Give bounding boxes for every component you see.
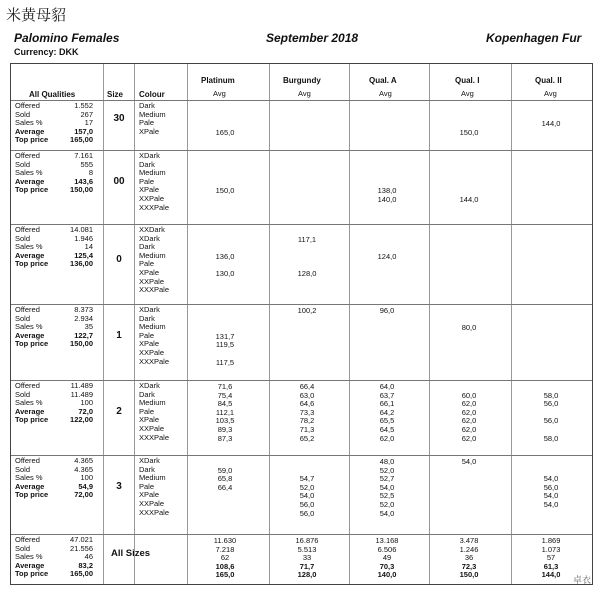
price-cell: 140,0 — [377, 195, 397, 204]
colour-label: Medium — [139, 322, 166, 332]
stat-value: 150,00 — [70, 339, 93, 349]
stat-label: Sales % — [15, 168, 43, 178]
stat-label: Top price — [15, 490, 49, 500]
stat-label: Sold — [15, 159, 31, 169]
total-cell: 57 — [546, 553, 556, 563]
total-cell: 144,0 — [541, 570, 561, 580]
colour-label: Medium — [139, 168, 166, 178]
total-cell: 1.246 — [459, 544, 479, 554]
colour-label: XXXPale — [139, 356, 170, 366]
price-cell: 65,8 — [217, 474, 233, 484]
price-cell: 136,0 — [215, 251, 235, 261]
total-cell: 128,0 — [297, 570, 317, 580]
col-burgundy: Burgundy — [283, 76, 321, 85]
price-cell: 63,7 — [379, 390, 395, 400]
col-qual-a: Qual. A — [369, 76, 397, 85]
stat-label: Sales % — [15, 398, 43, 408]
col-qual-i: Qual. I — [455, 76, 480, 85]
row-stats — [15, 226, 93, 269]
price-cell: 66,4 — [217, 482, 233, 492]
stat-value: 122,7 — [74, 330, 93, 340]
price-cell: 54,0 — [461, 457, 477, 466]
price-cell: 63,0 — [299, 390, 315, 400]
stat-label: Top price — [15, 339, 49, 349]
size-value: 30 — [113, 113, 125, 125]
price-cell: 58,0 — [543, 433, 559, 443]
total-cell: 7.218 — [215, 544, 235, 554]
stat-label: Sales % — [15, 473, 43, 483]
total-cell: 70,3 — [379, 561, 395, 571]
total-cell: 3.478 — [459, 536, 479, 545]
stat-line — [15, 570, 93, 579]
colour-label: XDark — [139, 381, 160, 390]
colour-label: XPale — [139, 126, 160, 136]
colour-label: Pale — [139, 176, 155, 186]
stat-label: Sold — [15, 543, 31, 553]
size-value: 0 — [116, 254, 122, 266]
col-size: Size — [107, 90, 124, 99]
total-cell: 13.168 — [375, 536, 399, 545]
col-colour: Colour — [139, 90, 165, 99]
price-cell: 87,3 — [217, 433, 233, 443]
stat-label: Average — [15, 176, 45, 186]
stat-value: 35 — [84, 322, 93, 332]
price-cell: 80,0 — [461, 323, 477, 333]
price-cell: 78,2 — [299, 416, 315, 426]
stat-value: 72,0 — [78, 406, 93, 416]
stat-label: Average — [15, 250, 45, 260]
price-cell: 150,0 — [215, 186, 235, 196]
colour-label: XPale — [139, 490, 160, 500]
price-cell: 54,0 — [543, 491, 559, 501]
row-stats — [15, 152, 93, 195]
stat-line — [15, 136, 93, 145]
total-cell: 62 — [220, 553, 230, 563]
price-cell: 54,0 — [379, 482, 395, 492]
stat-value: 150,00 — [70, 185, 93, 195]
price-cell: 62,0 — [461, 433, 477, 443]
stat-line — [15, 186, 93, 195]
colour-label: Pale — [139, 406, 155, 416]
row-stats — [15, 102, 93, 145]
price-cell: 54,0 — [379, 508, 395, 518]
price-cell: 150,0 — [459, 127, 479, 137]
col-qual-ii-avg: Avg — [544, 89, 557, 98]
column-divider — [349, 64, 350, 584]
stat-label: Top price — [15, 259, 49, 269]
colour-label: XXXPale — [139, 432, 170, 442]
stat-value: 46 — [84, 552, 93, 562]
price-cell: 56,0 — [543, 399, 559, 409]
price-cell: 66,1 — [379, 399, 395, 409]
total-cell: 16.876 — [295, 536, 319, 545]
size-value: 3 — [116, 481, 122, 493]
total-cell: 150,0 — [459, 570, 479, 580]
price-cell: 54,0 — [543, 500, 559, 509]
col-platinum-avg: Avg — [213, 89, 226, 98]
total-cell: 5.513 — [297, 544, 317, 554]
colour-label: XDark — [139, 233, 160, 243]
colour-label: XDark — [139, 456, 160, 465]
colour-label: XXXPale — [139, 507, 170, 517]
stat-label: Offered — [15, 535, 40, 544]
size-value: 00 — [113, 176, 125, 188]
colour-label: Dark — [139, 242, 155, 252]
stat-value: 47.021 — [70, 535, 93, 544]
stat-label: Average — [15, 560, 45, 570]
row-divider — [11, 534, 592, 535]
colour-label: Medium — [139, 109, 166, 119]
colour-label: XPale — [139, 339, 160, 349]
stat-value: 4.365 — [74, 464, 93, 474]
colour-label: Pale — [139, 481, 155, 491]
price-cell: 62,0 — [461, 416, 477, 426]
price-cell: 62,0 — [461, 425, 477, 434]
total-cell: 6.506 — [377, 544, 397, 554]
stat-label: Sold — [15, 389, 31, 399]
total-cell: 33 — [302, 553, 312, 563]
watermark: 卓衣 — [572, 576, 591, 586]
price-cell: 119,5 — [215, 340, 235, 350]
colour-label: XXDark — [139, 225, 165, 234]
report-title: Palomino Females — [14, 31, 120, 45]
col-burgundy-avg: Avg — [298, 89, 311, 98]
total-cell: 1.869 — [541, 536, 561, 545]
price-cell: 62,0 — [461, 407, 477, 417]
price-cell: 56,0 — [543, 416, 559, 426]
total-cell: 72,3 — [461, 561, 477, 571]
stat-label: Sold — [15, 109, 31, 119]
stat-label: Top price — [15, 415, 49, 425]
colour-label: XPale — [139, 267, 160, 277]
stat-line — [15, 260, 93, 269]
report-date: September 2018 — [266, 31, 359, 45]
size-value: 2 — [116, 406, 122, 418]
stat-value: 17 — [84, 118, 93, 128]
colour-label: XXXPale — [139, 285, 170, 295]
price-cell: 144,0 — [459, 195, 479, 204]
stat-value: 157,0 — [74, 126, 93, 136]
stat-label: Top price — [15, 569, 49, 579]
price-cell: 131,7 — [215, 331, 235, 341]
price-cell: 130,0 — [215, 269, 235, 278]
price-cell: 52,0 — [379, 465, 395, 475]
price-cell: 56,0 — [299, 508, 315, 518]
stat-value: 7.161 — [74, 151, 93, 160]
column-divider — [269, 64, 270, 584]
total-cell: 71,7 — [299, 561, 315, 571]
price-cell: 103,5 — [215, 416, 235, 426]
price-cell: 52,0 — [379, 500, 395, 509]
price-cell: 117,5 — [215, 357, 235, 367]
colour-label: Medium — [139, 250, 166, 260]
colour-label: XPale — [139, 185, 160, 195]
row-divider — [11, 100, 592, 101]
col-all-qualities: All Qualities — [29, 90, 76, 99]
price-cell: 58,0 — [543, 390, 559, 400]
price-cell: 65,2 — [299, 433, 315, 443]
total-cell: 108,6 — [215, 561, 235, 571]
price-cell: 62,0 — [379, 433, 395, 443]
price-cell: 52,7 — [379, 474, 395, 484]
colour-list — [139, 226, 169, 295]
column-divider — [187, 64, 188, 584]
stat-label: Sales % — [15, 242, 43, 252]
stat-value: 100 — [80, 398, 93, 408]
stat-label: Sold — [15, 313, 31, 323]
column-divider — [103, 64, 104, 584]
stat-value: 14.081 — [70, 225, 93, 234]
price-cell: 84,5 — [217, 399, 233, 409]
price-cell: 96,0 — [379, 306, 395, 315]
stat-label: Sales % — [15, 118, 43, 128]
price-cell: 64,2 — [379, 407, 395, 417]
stat-label: Sales % — [15, 552, 43, 562]
stat-value: 1.552 — [74, 101, 93, 110]
colour-label: Pale — [139, 330, 155, 340]
row-divider — [11, 455, 592, 456]
colour-list — [139, 102, 166, 136]
price-cell: 144,0 — [541, 119, 561, 129]
stat-label: Average — [15, 330, 45, 340]
col-qual-ii: Qual. II — [535, 76, 562, 85]
colour-label: XXPale — [139, 423, 165, 433]
price-cell: 75,4 — [217, 390, 233, 400]
stat-label: Sales % — [15, 322, 43, 332]
price-cell: 89,3 — [217, 425, 233, 434]
stat-label: Offered — [15, 456, 40, 465]
price-cell: 100,2 — [297, 306, 317, 315]
stat-value: 100 — [80, 473, 93, 483]
price-cell: 73,3 — [299, 407, 315, 417]
stat-value: 83,2 — [78, 560, 93, 570]
price-cell: 64,5 — [379, 425, 395, 434]
colour-label: Dark — [139, 159, 155, 169]
row-stats — [15, 457, 93, 500]
stat-value: 8 — [88, 168, 93, 178]
stat-value: 136,00 — [70, 259, 93, 269]
colour-label: XXXPale — [139, 202, 170, 212]
price-cell: 64,0 — [379, 382, 395, 391]
price-cell: 60,0 — [461, 390, 477, 400]
stat-value: 143,6 — [74, 176, 93, 186]
stat-value: 165,00 — [70, 569, 93, 579]
price-cell: 56,0 — [299, 500, 315, 509]
total-cell: 165,0 — [215, 570, 235, 580]
stat-value: 555 — [80, 159, 93, 169]
colour-list — [139, 382, 169, 442]
col-platinum: Platinum — [201, 76, 235, 85]
stat-line — [15, 416, 93, 425]
price-cell: 52,0 — [299, 482, 315, 492]
colour-list — [139, 457, 169, 517]
colour-label: XXPale — [139, 498, 165, 508]
stat-value: 14 — [84, 242, 93, 252]
colour-label: XXPale — [139, 193, 165, 203]
column-divider — [134, 64, 135, 584]
colour-label: XPale — [139, 415, 160, 425]
total-cell: 140,0 — [377, 570, 397, 580]
price-cell: 48,0 — [379, 457, 395, 466]
col-qual-a-avg: Avg — [379, 89, 392, 98]
stat-label: Average — [15, 406, 45, 416]
stat-value: 122,00 — [70, 415, 93, 425]
colour-label: Pale — [139, 118, 155, 128]
price-cell: 71,6 — [217, 382, 233, 391]
colour-list — [139, 306, 169, 366]
stat-value: 267 — [80, 109, 93, 119]
colour-list — [139, 152, 169, 212]
column-divider — [511, 64, 512, 584]
totals-stats — [15, 536, 93, 579]
colour-label: Dark — [139, 313, 155, 323]
price-cell: 165,0 — [215, 127, 235, 137]
stat-label: Offered — [15, 381, 40, 390]
colour-label: XXPale — [139, 276, 165, 286]
stat-value: 21.556 — [70, 543, 93, 553]
stat-line — [15, 491, 93, 500]
stat-value: 8.373 — [74, 305, 93, 314]
colour-label: XDark — [139, 151, 160, 160]
colour-label: Medium — [139, 473, 166, 483]
stat-value: 11.489 — [70, 381, 93, 390]
stat-label: Offered — [15, 305, 40, 314]
stat-label: Offered — [15, 101, 40, 110]
stat-label: Average — [15, 126, 45, 136]
price-cell: 117,1 — [297, 234, 317, 244]
column-divider — [429, 64, 430, 584]
row-stats — [15, 306, 93, 349]
price-cell: 124,0 — [377, 251, 397, 261]
row-stats — [15, 382, 93, 425]
colour-label: Dark — [139, 464, 155, 474]
caption: 米黄母貂 — [6, 6, 67, 24]
stat-value: 2.934 — [74, 313, 93, 323]
stat-value: 1.946 — [74, 233, 93, 243]
price-cell: 128,0 — [297, 269, 317, 278]
stat-label: Average — [15, 481, 45, 491]
price-cell: 112,1 — [215, 407, 235, 417]
stat-value: 165,00 — [70, 135, 93, 145]
price-cell: 54,7 — [299, 474, 315, 484]
stat-value: 72,00 — [74, 490, 93, 500]
price-cell: 65,5 — [379, 416, 395, 426]
report-source: Kopenhagen Fur — [486, 31, 582, 45]
row-divider — [11, 224, 592, 225]
size-value: 1 — [116, 330, 122, 342]
colour-label: Dark — [139, 389, 155, 399]
colour-label: Dark — [139, 101, 155, 110]
stat-label: Offered — [15, 151, 40, 160]
colour-label: XXPale — [139, 347, 165, 357]
all-sizes-label: All Sizes — [111, 548, 151, 559]
col-qual-i-avg: Avg — [461, 89, 474, 98]
price-table — [10, 63, 593, 585]
stat-label: Top price — [15, 185, 49, 195]
total-cell: 49 — [382, 553, 392, 563]
price-cell: 64,6 — [299, 399, 315, 409]
price-cell: 56,0 — [543, 482, 559, 492]
stat-label: Sold — [15, 464, 31, 474]
price-cell: 52,5 — [379, 491, 395, 501]
row-divider — [11, 380, 592, 381]
price-cell: 66,4 — [299, 382, 315, 391]
colour-label: Pale — [139, 259, 155, 269]
row-divider — [11, 304, 592, 305]
colour-label: Medium — [139, 398, 166, 408]
colour-label: XDark — [139, 305, 160, 314]
total-cell: 36 — [464, 553, 474, 563]
stat-value: 54,9 — [78, 481, 93, 491]
stat-value: 125,4 — [74, 250, 93, 260]
price-cell: 138,0 — [377, 186, 397, 196]
stat-line — [15, 340, 93, 349]
stat-label: Sold — [15, 233, 31, 243]
price-cell: 54,0 — [543, 474, 559, 484]
price-cell: 71,3 — [299, 425, 315, 434]
total-cell: 11.630 — [213, 536, 237, 545]
row-divider — [11, 150, 592, 151]
stat-label: Top price — [15, 135, 49, 145]
total-cell: 1.073 — [541, 544, 561, 554]
stat-value: 4.365 — [74, 456, 93, 465]
price-cell: 54,0 — [299, 491, 315, 501]
currency-label: Currency: DKK — [14, 47, 79, 57]
total-cell: 61,3 — [543, 561, 559, 571]
stat-label: Offered — [15, 225, 40, 234]
price-cell: 62,0 — [461, 399, 477, 409]
price-cell: 59,0 — [217, 465, 233, 475]
stat-value: 11.489 — [70, 389, 93, 399]
